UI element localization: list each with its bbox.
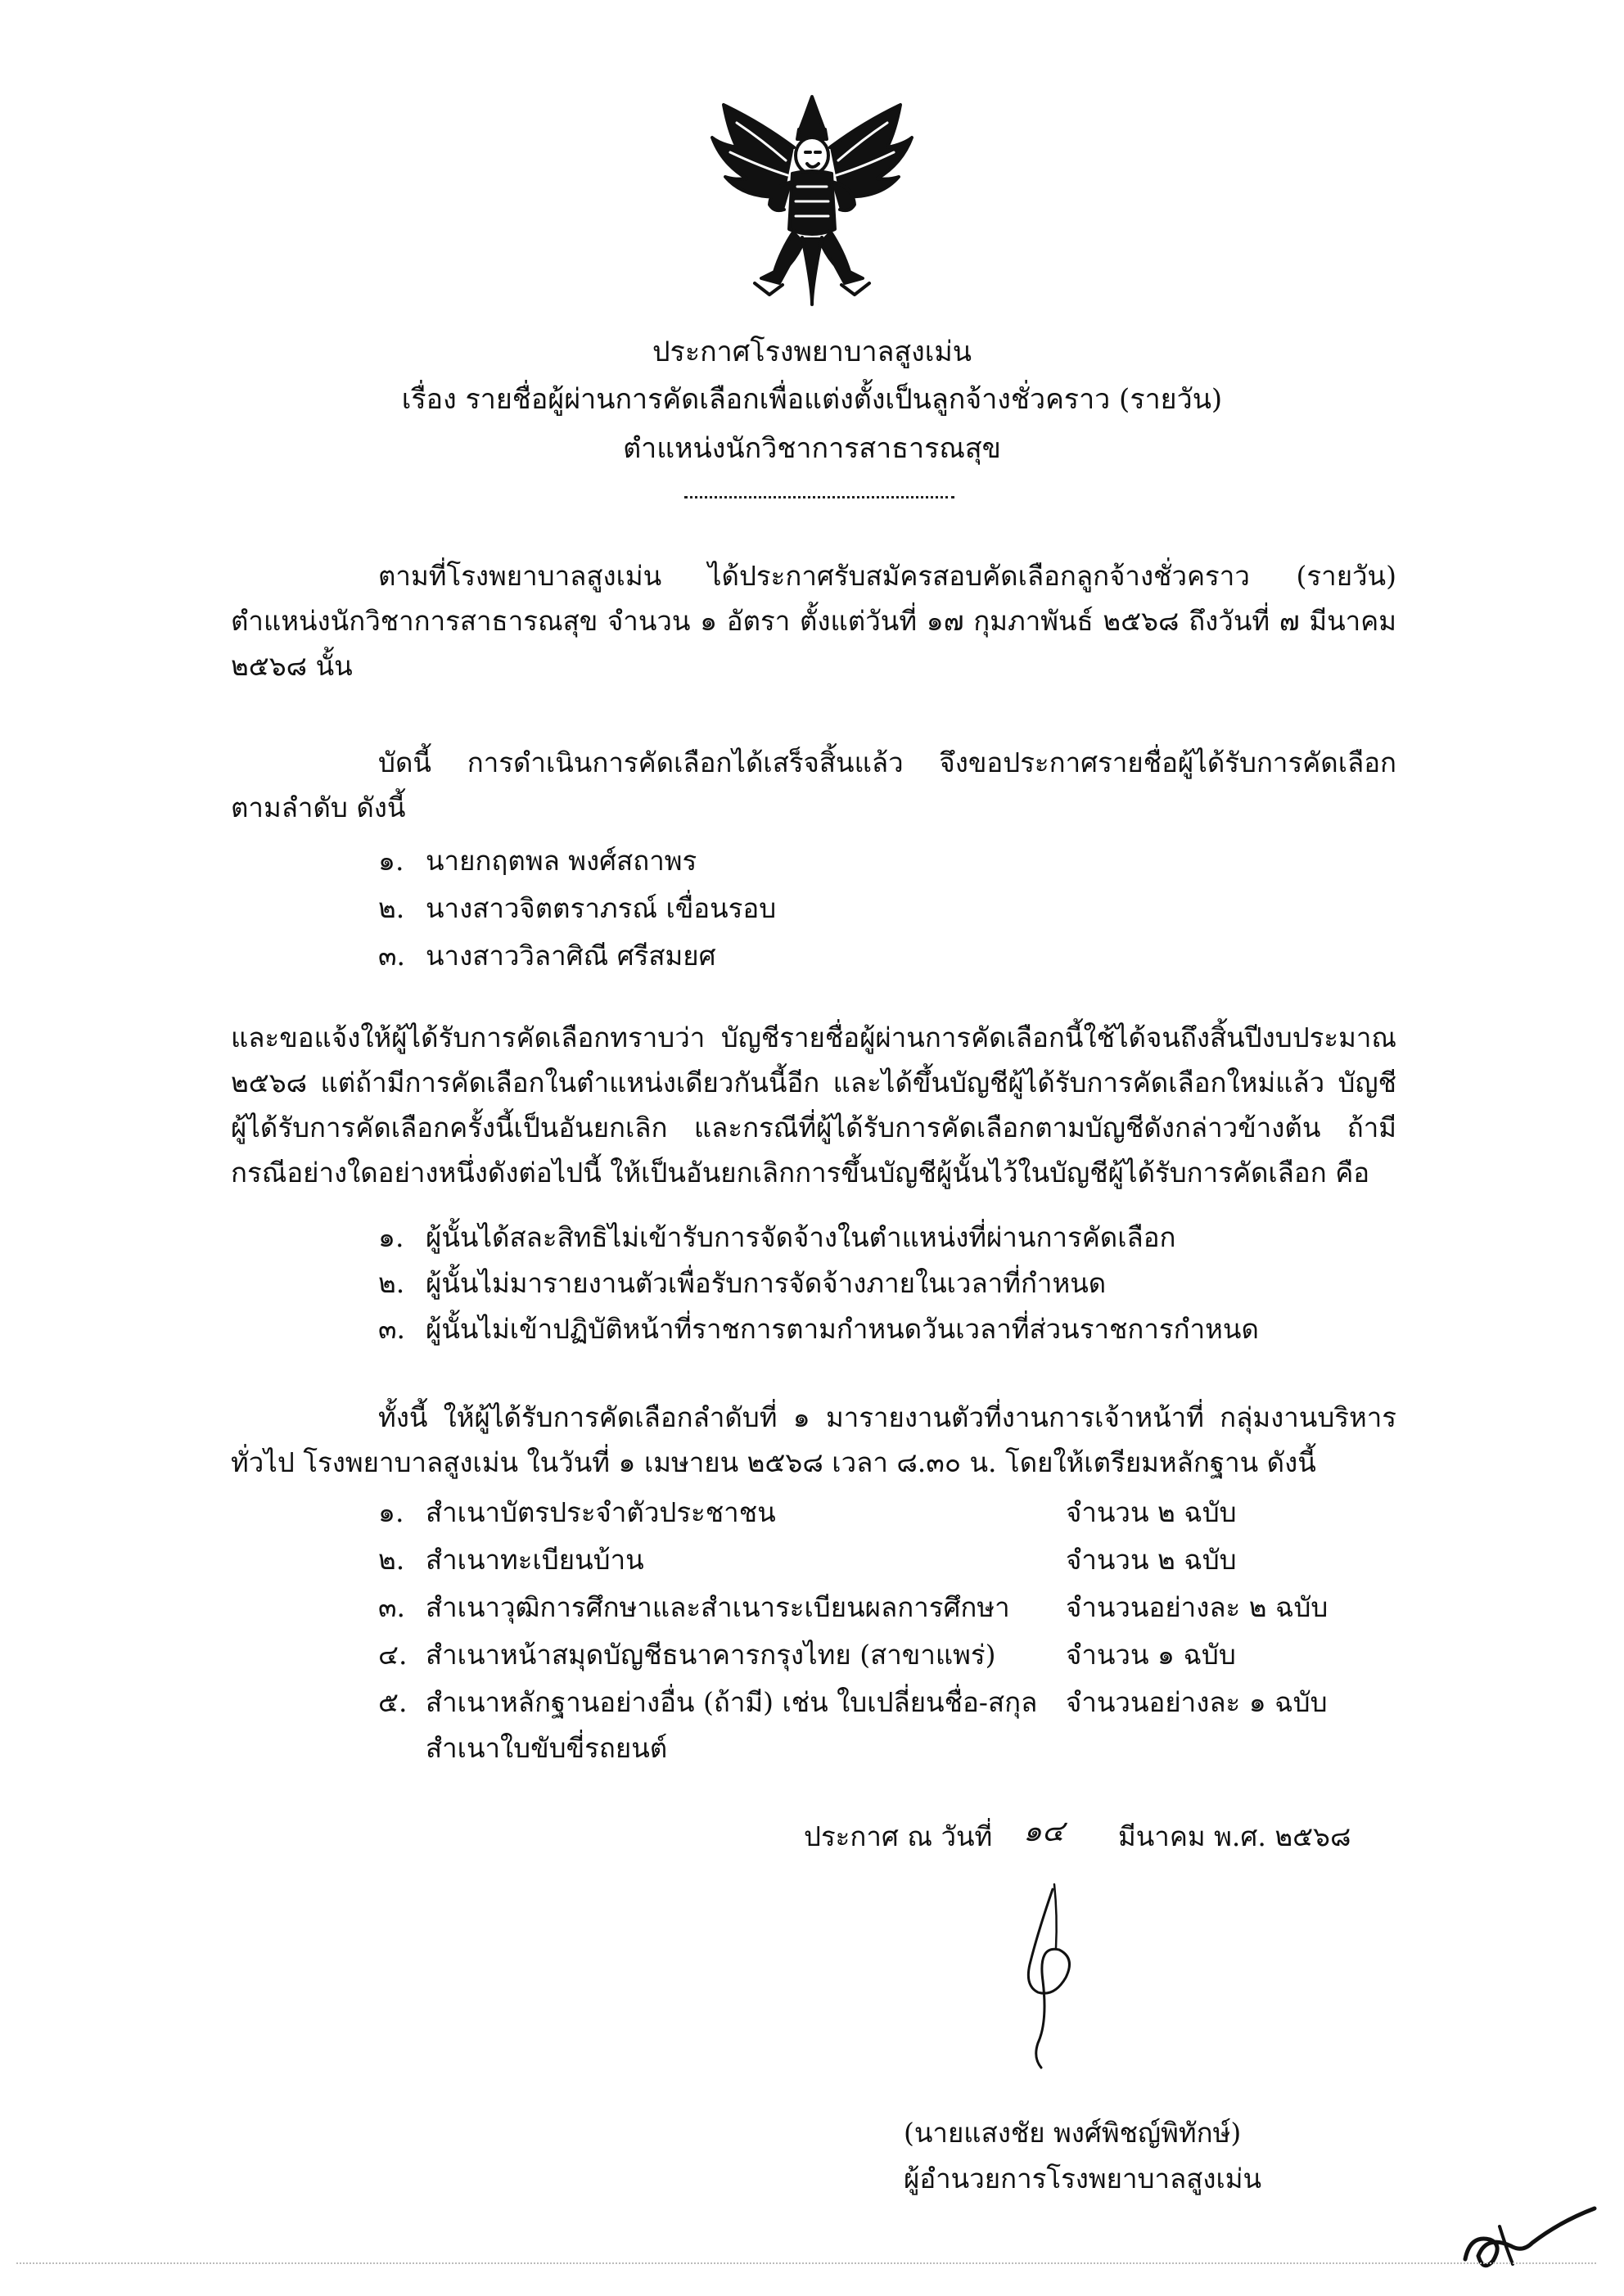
- document-item: [378, 1637, 1393, 1673]
- list-number: ๒.: [378, 892, 405, 924]
- document-quantity: จำนวน ๒ ฉบับ: [1066, 1544, 1237, 1576]
- document-quantity: จำนวน ๒ ฉบับ: [1066, 1496, 1237, 1528]
- announcement-title: ประกาศโรงพยาบาลสูงเม่น: [652, 336, 972, 368]
- candidate-item: [378, 938, 716, 974]
- condition-item: [378, 1220, 1176, 1256]
- document-quantity: จำนวน ๑ ฉบับ: [1066, 1639, 1236, 1671]
- paragraph-result: [231, 740, 1396, 830]
- document-quantity: จำนวนอย่างละ ๒ ฉบับ: [1066, 1591, 1329, 1623]
- initials-mark: [1454, 2202, 1601, 2276]
- condition-text: ผู้นั้นได้สละสิทธิไม่เข้ารับการจัดจ้างในตำแหน่งที่ผ่านการคัดเลือก: [426, 1221, 1176, 1253]
- candidate-item: [378, 891, 776, 927]
- document-text: สำเนาวุฒิการศึกษาและสำเนาระเบียนผลการศึกษา: [426, 1591, 1010, 1623]
- list-number: ๓.: [378, 940, 406, 972]
- list-number: ๑.: [378, 1496, 404, 1528]
- list-number: ๕.: [378, 1686, 408, 1718]
- announcement-date-suffix: มีนาคม พ.ศ. ๒๕๖๘: [1118, 1820, 1351, 1852]
- document-text: สำเนาใบขับขี่รถยนต์: [426, 1732, 668, 1764]
- document-item: [378, 1495, 1393, 1531]
- document-quantity: จำนวนอย่างละ ๑ ฉบับ: [1066, 1686, 1328, 1718]
- handwritten-signature: [1005, 1883, 1103, 2079]
- list-number: ๒.: [378, 1267, 405, 1299]
- paragraph-intro-text: ตามที่โรงพยาบาลสูงเม่น ได้ประกาศรับสมัครสอบคัดเลือกลูกจ้างชั่วคราว (รายวัน) ตำแหน่งนักวิชาการสาธารณสุข จำนวน ๑ อัตรา ตั้งแต่วันที่ ๑๗ กุมภาพันธ์ ๒๕๖๘ ถึงวันที่ ๗ มีนาคม ๒๕๖๘ นั้น: [231, 560, 1396, 682]
- document-text: สำเนาหน้าสมุดบัญชีธนาคารกรุงไทย (สาขาแพร่): [426, 1639, 996, 1671]
- candidate-item: [378, 843, 697, 879]
- candidate-name: นายกฤตพล พงศ์สถาพร: [426, 845, 697, 877]
- paragraph-report: [231, 1395, 1396, 1485]
- candidate-name: นางสาวจิตตราภรณ์ เขื่อนรอบ: [426, 892, 777, 924]
- announcement-position: ตำแหน่งนักวิชาการสาธารณสุข: [623, 432, 1001, 465]
- document-item: [378, 1542, 1393, 1578]
- paragraph-result-text: บัดนี้ การดำเนินการคัดเลือกได้เสร็จสิ้นแล้ว จึงขอประกาศรายชื่อผู้ได้รับการคัดเลือก ตามลำดับ ดังนี้: [231, 747, 1396, 823]
- document-item-continuation: [378, 1730, 1393, 1766]
- signer-title: ผู้อำนวยการโรงพยาบาลสูงเม่น: [904, 2163, 1262, 2195]
- document-text: สำเนาทะเบียนบ้าน: [426, 1544, 644, 1576]
- list-number: ๓.: [378, 1313, 406, 1345]
- paragraph-validity: [231, 1015, 1396, 1195]
- announcement-date-prefix: ประกาศ ณ วันที่: [804, 1820, 993, 1852]
- condition-text: ผู้นั้นไม่เข้าปฏิบัติหน้าที่ราชการตามกำหนดวันเวลาที่ส่วนราชการกำหนด: [426, 1313, 1259, 1345]
- document-text: สำเนาบัตรประจำตัวประชาชน: [426, 1496, 776, 1528]
- list-number: ๑.: [378, 845, 404, 877]
- garuda-emblem-icon: [704, 90, 920, 311]
- page-bottom-edge: [16, 2262, 1596, 2264]
- signer-name: (นายแสงชัย พงศ์พิชญ์พิทักษ์): [904, 2117, 1242, 2149]
- list-number: ๑.: [378, 1221, 404, 1253]
- announcement-date-day: ๑๔: [1023, 1815, 1065, 1848]
- document-text: สำเนาหลักฐานอย่างอื่น (ถ้ามี) เช่น ใบเปลี่ยนชื่อ-สกุล: [426, 1686, 1038, 1718]
- condition-item: [378, 1265, 1106, 1301]
- condition-text: ผู้นั้นไม่มารายงานตัวเพื่อรับการจัดจ้างภายในเวลาที่กำหนด: [426, 1267, 1107, 1299]
- document-item: [378, 1685, 1393, 1721]
- paragraph-validity-text: และขอแจ้งให้ผู้ได้รับการคัดเลือกทราบว่า บัญชีรายชื่อผู้ผ่านการคัดเลือกนี้ใช้ได้จนถึงสิ้นปีงบประมาณ ๒๕๖๘ แต่ถ้ามีการคัดเลือกในตำแหน่งเดียวกันนี้อีก และได้ขึ้นบัญชีผู้ได้รับการคัดเลือกใหม่แล้ว บัญชีผู้ได้รับการคัดเลือกครั้งนี้เป็นอันยกเลิก และกรณีที่ผู้ได้รับการคัดเลือกตามบัญชีดังกล่าวข้างต้น ถ้ามี กรณีอย่างใดอย่างหนึ่งดังต่อไปนี้ ให้เป็นอันยกเลิกการขึ้นบัญชีผู้นั้นไว้ในบัญชีผู้ได้รับการคัดเลือก คือ: [231, 1022, 1396, 1189]
- paragraph-report-text: ทั้งนี้ ให้ผู้ได้รับการคัดเลือกลำดับที่ ๑ มารายงานตัวที่งานการเจ้าหน้าที่ กลุ่มงานบริหาร ทั่วไป โรงพยาบาลสูงเม่น ในวันที่ ๑ เมษายน ๒๕๖๘ เวลา ๘.๓๐ น. โดยให้เตรียมหลักฐาน ดังนี้: [231, 1401, 1396, 1478]
- document-item: [378, 1590, 1393, 1626]
- list-number: ๓.: [378, 1591, 406, 1623]
- condition-item: [378, 1311, 1259, 1347]
- heading-divider: [684, 496, 954, 498]
- candidate-name: นางสาววิลาศิณี ศรีสมยศ: [426, 940, 716, 972]
- paragraph-intro: [231, 553, 1396, 688]
- list-number: ๔.: [378, 1639, 408, 1671]
- list-number: ๒.: [378, 1544, 405, 1576]
- announcement-subject: เรื่อง รายชื่อผู้ผ่านการคัดเลือกเพื่อแต่งตั้งเป็นลูกจ้างชั่วคราว (รายวัน): [401, 383, 1223, 416]
